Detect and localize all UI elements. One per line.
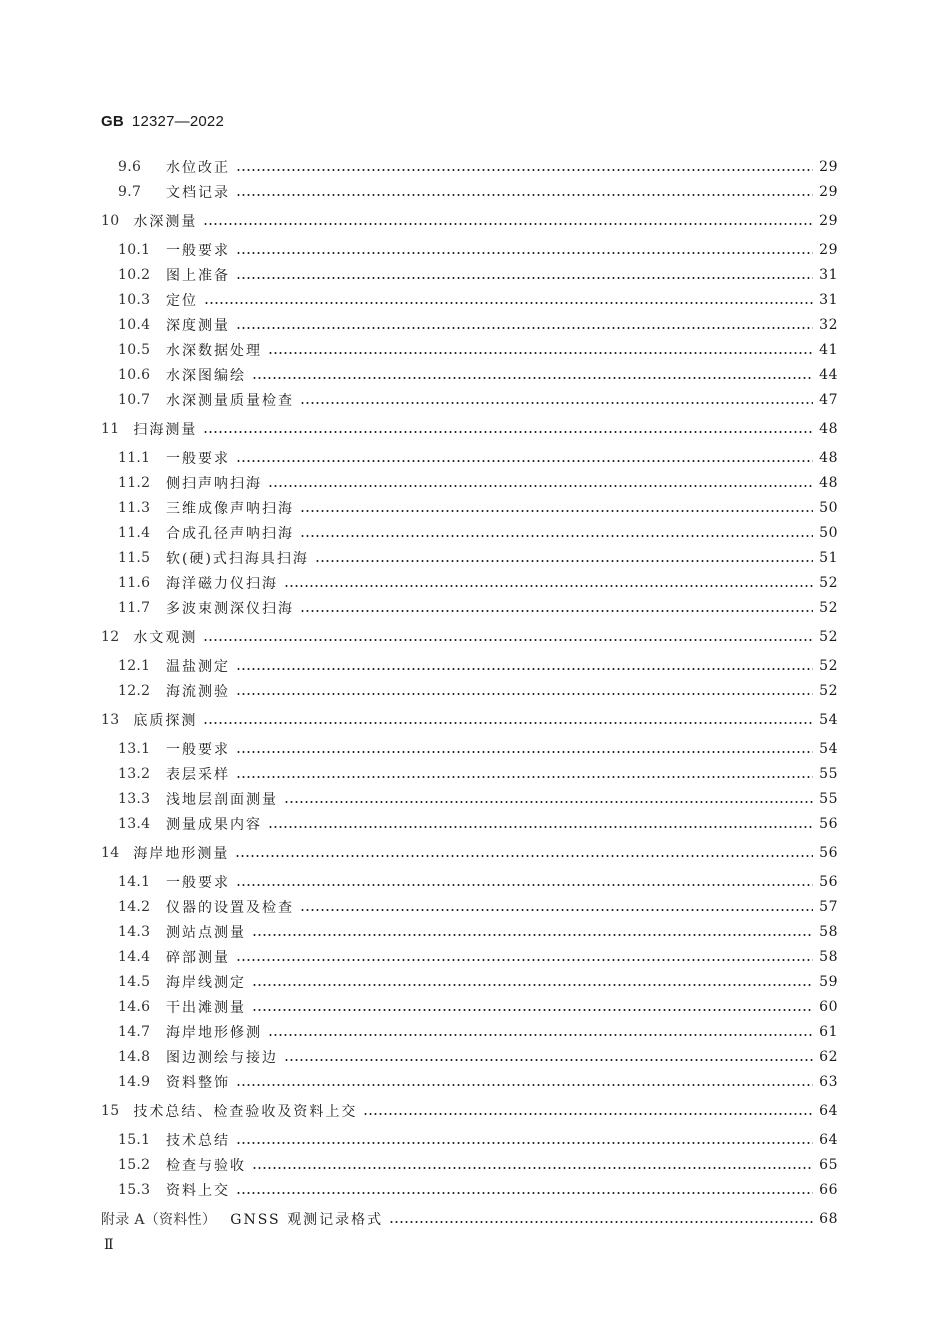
toc-entry-number: 14.2 bbox=[118, 899, 151, 915]
toc-entry-page: 56 bbox=[819, 874, 838, 890]
toc-entry-page: 52 bbox=[819, 600, 838, 616]
toc-dot-leader bbox=[300, 610, 813, 612]
toc-entry-title: 浅地层剖面测量 bbox=[166, 792, 278, 808]
toc-entry-title: 海岸地形测量 bbox=[133, 846, 230, 862]
toc-entry[interactable] bbox=[118, 1071, 838, 1093]
toc-entry-number: 15.2 bbox=[118, 1157, 151, 1173]
toc-dot-leader bbox=[315, 560, 813, 562]
toc-entry-number: 13.1 bbox=[118, 741, 151, 757]
toc-dot-leader bbox=[236, 1084, 813, 1086]
toc-dot-leader bbox=[284, 801, 813, 803]
toc-dot-leader bbox=[236, 1192, 813, 1194]
toc-entry-title: 测量成果内容 bbox=[166, 817, 262, 833]
toc-entry-page: 66 bbox=[819, 1182, 838, 1198]
toc-entry-page: 62 bbox=[819, 1049, 838, 1065]
toc-dot-leader bbox=[284, 585, 813, 587]
toc-entry-title: 深度测量 bbox=[166, 318, 230, 334]
toc-entry-page: 32 bbox=[819, 317, 838, 333]
toc-dot-leader bbox=[236, 884, 813, 886]
toc-entry-number: 9.6 bbox=[118, 159, 142, 175]
toc-entry-title: 海洋磁力仪扫海 bbox=[166, 576, 278, 592]
toc-entry[interactable] bbox=[118, 472, 838, 494]
standard-prefix: GB bbox=[101, 113, 124, 130]
toc-dot-leader bbox=[252, 984, 813, 986]
standard-code: 12327—2022 bbox=[131, 113, 224, 130]
toc-entry-page: 55 bbox=[819, 766, 838, 782]
toc-entry-number: 10.6 bbox=[118, 367, 151, 383]
toc-entry[interactable] bbox=[118, 1046, 838, 1068]
toc-entry-title: 检查与验收 bbox=[166, 1158, 246, 1174]
toc-entry[interactable] bbox=[118, 389, 838, 411]
toc-entry-page: 65 bbox=[819, 1157, 838, 1173]
toc-dot-leader bbox=[389, 1221, 813, 1223]
toc-entry[interactable] bbox=[118, 181, 838, 203]
toc-entry-number: 10.4 bbox=[118, 317, 151, 333]
toc-entry-title: 软(硬)式扫海具扫海 bbox=[166, 551, 309, 567]
toc-entry[interactable] bbox=[118, 763, 838, 785]
toc-entry-page: 58 bbox=[819, 949, 838, 965]
toc-dot-leader bbox=[236, 194, 813, 196]
toc-dot-leader bbox=[300, 909, 813, 911]
toc-entry-number: 10.5 bbox=[118, 342, 151, 358]
toc-entry-page: 52 bbox=[819, 658, 838, 674]
toc-dot-leader bbox=[204, 302, 813, 304]
toc-dot-leader bbox=[203, 431, 813, 433]
toc-entry[interactable] bbox=[118, 264, 838, 286]
toc-dot-leader bbox=[236, 1142, 813, 1144]
toc-entry-number: 11.3 bbox=[118, 500, 151, 516]
toc-entry[interactable] bbox=[118, 655, 838, 677]
toc-entry-number: 14.8 bbox=[118, 1049, 151, 1065]
toc-entry-title: GNSS 观测记录格式 bbox=[230, 1212, 384, 1228]
toc-entry-page: 57 bbox=[819, 899, 838, 915]
toc-entry[interactable] bbox=[118, 680, 838, 702]
toc-entry-page: 41 bbox=[819, 342, 838, 358]
toc-entry-title: 一般要求 bbox=[166, 742, 230, 758]
toc-entry[interactable] bbox=[118, 547, 838, 569]
toc-entry-page: 31 bbox=[819, 292, 838, 308]
toc-entry-number: 9.7 bbox=[118, 184, 142, 200]
toc-entry-page: 52 bbox=[819, 575, 838, 591]
toc-dot-leader bbox=[236, 460, 813, 462]
toc-entry-page: 64 bbox=[819, 1132, 838, 1148]
toc-entry-number: 14.5 bbox=[118, 974, 151, 990]
toc-entry[interactable] bbox=[118, 1021, 838, 1043]
toc-entry[interactable] bbox=[118, 946, 838, 968]
toc-entry-title: 水深图编绘 bbox=[166, 368, 246, 384]
toc-entry-title: 仪器的设置及检查 bbox=[166, 900, 294, 916]
toc-dot-leader bbox=[203, 722, 813, 724]
toc-entry-page: 29 bbox=[819, 242, 838, 258]
toc-entry[interactable] bbox=[118, 597, 838, 619]
toc-entry-title: 多波束测深仪扫海 bbox=[166, 601, 294, 617]
toc-entry[interactable] bbox=[118, 447, 838, 469]
toc-entry-page: 64 bbox=[819, 1103, 838, 1119]
toc-dot-leader bbox=[236, 169, 813, 171]
toc-entry-number: 14.9 bbox=[118, 1074, 151, 1090]
toc-entry[interactable] bbox=[118, 1129, 838, 1151]
toc-entry-page: 51 bbox=[819, 550, 838, 566]
toc-entry-page: 48 bbox=[819, 450, 838, 466]
toc-entry-title: 侧扫声呐扫海 bbox=[166, 476, 262, 492]
toc-entry-page: 54 bbox=[819, 712, 838, 728]
toc-dot-leader bbox=[236, 277, 813, 279]
toc-entry[interactable] bbox=[118, 896, 838, 918]
document-header bbox=[101, 113, 224, 130]
toc-dot-leader bbox=[268, 826, 813, 828]
toc-entry-page: 29 bbox=[819, 213, 838, 229]
toc-dot-leader bbox=[203, 639, 813, 641]
toc-entry[interactable] bbox=[118, 572, 838, 594]
toc-entry-page: 52 bbox=[819, 683, 838, 699]
toc-dot-leader bbox=[300, 510, 813, 512]
toc-entry-title: 资料上交 bbox=[166, 1183, 230, 1199]
toc-entry-page: 48 bbox=[819, 475, 838, 491]
toc-entry-number: 15.1 bbox=[118, 1132, 151, 1148]
toc-entry-title: 海流测验 bbox=[166, 684, 230, 700]
page-number: Ⅱ bbox=[104, 1237, 114, 1253]
toc-dot-leader bbox=[252, 377, 813, 379]
toc-entry-title: 海岸线测定 bbox=[166, 975, 246, 991]
toc-entry-number: 11.5 bbox=[118, 550, 151, 566]
toc-entry-title: 碎部测量 bbox=[166, 950, 230, 966]
toc-entry-title: 水深测量质量检查 bbox=[166, 393, 294, 409]
toc-dot-leader bbox=[236, 252, 813, 254]
toc-dot-leader bbox=[284, 1059, 813, 1061]
toc-entry-title: 三维成像声呐扫海 bbox=[166, 501, 294, 517]
toc-entry[interactable] bbox=[118, 314, 838, 336]
toc-entry-page: 47 bbox=[819, 392, 838, 408]
toc-dot-leader bbox=[236, 668, 813, 670]
toc-entry-number: 11.7 bbox=[118, 600, 151, 616]
toc-dot-leader bbox=[252, 1009, 813, 1011]
toc-entry-page: 29 bbox=[819, 184, 838, 200]
toc-entry-number: 11.2 bbox=[118, 475, 151, 491]
toc-entry-page: 50 bbox=[819, 500, 838, 516]
toc-entry-title: 表层采样 bbox=[166, 767, 230, 783]
toc-dot-leader bbox=[252, 934, 813, 936]
toc-entry-number: 11.4 bbox=[118, 525, 151, 541]
toc-entry-page: 44 bbox=[819, 367, 838, 383]
toc-entry[interactable] bbox=[101, 418, 838, 440]
toc-entry[interactable] bbox=[118, 289, 838, 311]
toc-entry-number: 14.4 bbox=[118, 949, 151, 965]
toc-entry-title: 水深测量 bbox=[133, 214, 198, 230]
toc-entry[interactable] bbox=[118, 156, 838, 178]
toc-entry-title: 海岸地形修测 bbox=[166, 1025, 262, 1041]
toc-dot-leader bbox=[235, 855, 813, 857]
toc-entry-page: 50 bbox=[819, 525, 838, 541]
toc-entry-number: 11.1 bbox=[118, 450, 151, 466]
toc-entry-title: 图边测绘与接边 bbox=[166, 1050, 278, 1066]
toc-entry[interactable] bbox=[118, 497, 838, 519]
toc-dot-leader bbox=[252, 1167, 813, 1169]
toc-entry-title: 测站点测量 bbox=[166, 925, 246, 941]
toc-entry-page: 56 bbox=[819, 816, 838, 832]
toc-entry-number: 10.2 bbox=[118, 267, 151, 283]
toc-dot-leader bbox=[236, 776, 813, 778]
toc-entry-number: 14.7 bbox=[118, 1024, 151, 1040]
toc-entry-page: 48 bbox=[819, 421, 838, 437]
toc-entry-title: 图上准备 bbox=[166, 268, 230, 284]
toc-entry-number: 12.2 bbox=[118, 683, 151, 699]
toc-entry-number: 15 bbox=[101, 1103, 120, 1119]
toc-entry[interactable] bbox=[118, 522, 838, 544]
toc-entry-number: 11.6 bbox=[118, 575, 151, 591]
toc-entry-number: 14.3 bbox=[118, 924, 151, 940]
toc-entry-page: 52 bbox=[819, 629, 838, 645]
toc-entry-page: 60 bbox=[819, 999, 838, 1015]
toc-entry-number: 10.1 bbox=[118, 242, 151, 258]
toc-dot-leader bbox=[268, 352, 813, 354]
toc-entry-title: 水文观测 bbox=[133, 630, 198, 646]
toc-dot-leader bbox=[363, 1113, 813, 1115]
toc-entry[interactable] bbox=[101, 210, 838, 232]
toc-entry-number: 10 bbox=[101, 213, 120, 229]
toc-entry-title: 扫海测量 bbox=[133, 422, 198, 438]
toc-entry-title: 资料整饰 bbox=[166, 1075, 230, 1091]
toc-entry-title: 一般要求 bbox=[166, 875, 230, 891]
toc-entry-number: 10.7 bbox=[118, 392, 151, 408]
toc-entry[interactable] bbox=[118, 788, 838, 810]
toc-entry-title: 合成孔径声呐扫海 bbox=[166, 526, 294, 542]
toc-entry-title: 技术总结、检查验收及资料上交 bbox=[133, 1104, 358, 1120]
toc-entry-title: 定位 bbox=[166, 293, 198, 309]
toc-entry-page: 54 bbox=[819, 741, 838, 757]
toc-dot-leader bbox=[300, 535, 813, 537]
toc-entry-number: 14.1 bbox=[118, 874, 151, 890]
toc-entry[interactable] bbox=[118, 339, 838, 361]
toc-dot-leader bbox=[236, 327, 813, 329]
toc-entry-page: 58 bbox=[819, 924, 838, 940]
toc-entry-title: 水位改正 bbox=[166, 160, 230, 176]
toc-entry[interactable] bbox=[118, 996, 838, 1018]
toc-entry-number: 13.4 bbox=[118, 816, 151, 832]
toc-dot-leader bbox=[300, 402, 813, 404]
toc-entry[interactable] bbox=[118, 738, 838, 760]
toc-entry-number: 13.2 bbox=[118, 766, 151, 782]
toc-entry-title: 技术总结 bbox=[166, 1133, 230, 1149]
toc-entry-page: 63 bbox=[819, 1074, 838, 1090]
toc-entry-title: 一般要求 bbox=[166, 243, 230, 259]
toc-entry[interactable] bbox=[101, 842, 838, 864]
toc-entry-number: 14.6 bbox=[118, 999, 151, 1015]
toc-entry-number: 13 bbox=[101, 712, 120, 728]
toc-entry-page: 56 bbox=[819, 845, 838, 861]
toc-entry-number: 13.3 bbox=[118, 791, 151, 807]
toc-entry[interactable] bbox=[118, 813, 838, 835]
toc-entry-number: 12.1 bbox=[118, 658, 151, 674]
toc-entry-title: 水深数据处理 bbox=[166, 343, 262, 359]
toc-entry-number: 12 bbox=[101, 629, 120, 645]
toc-entry[interactable] bbox=[118, 239, 838, 261]
toc-dot-leader bbox=[236, 751, 813, 753]
toc-entry-title: 温盐测定 bbox=[166, 659, 230, 675]
toc-entry[interactable] bbox=[118, 921, 838, 943]
toc-dot-leader bbox=[236, 693, 813, 695]
toc-entry-title: 干出滩测量 bbox=[166, 1000, 246, 1016]
toc-entry[interactable] bbox=[118, 364, 838, 386]
toc-entry[interactable] bbox=[118, 871, 838, 893]
toc-entry[interactable] bbox=[118, 1154, 838, 1176]
toc-entry[interactable] bbox=[101, 1208, 838, 1230]
toc-entry[interactable] bbox=[101, 709, 838, 731]
toc-entry[interactable] bbox=[118, 1179, 838, 1201]
toc-entry-title: 底质探测 bbox=[133, 713, 198, 729]
toc-entry-number: 15.3 bbox=[118, 1182, 151, 1198]
toc-dot-leader bbox=[236, 959, 813, 961]
toc-entry-page: 61 bbox=[819, 1024, 838, 1040]
toc-entry-page: 68 bbox=[819, 1211, 838, 1227]
toc-entry-page: 59 bbox=[819, 974, 838, 990]
toc-entry-page: 31 bbox=[819, 267, 838, 283]
toc-entry[interactable] bbox=[101, 626, 838, 648]
toc-entry-title: 文档记录 bbox=[166, 185, 230, 201]
toc-dot-leader bbox=[268, 485, 813, 487]
toc-dot-leader bbox=[203, 223, 813, 225]
toc-entry-title: 一般要求 bbox=[166, 451, 230, 467]
toc-entry-number: 11 bbox=[101, 421, 120, 437]
toc-entry-page: 55 bbox=[819, 791, 838, 807]
toc-entry-page: 29 bbox=[819, 159, 838, 175]
toc-entry-number: 附录 A（资料性） bbox=[101, 1212, 217, 1228]
toc-entry-number: 10.3 bbox=[118, 292, 151, 308]
toc-entry-number: 14 bbox=[101, 845, 120, 861]
toc-entry[interactable] bbox=[101, 1100, 838, 1122]
toc-dot-leader bbox=[268, 1034, 813, 1036]
toc-entry[interactable] bbox=[118, 971, 838, 993]
